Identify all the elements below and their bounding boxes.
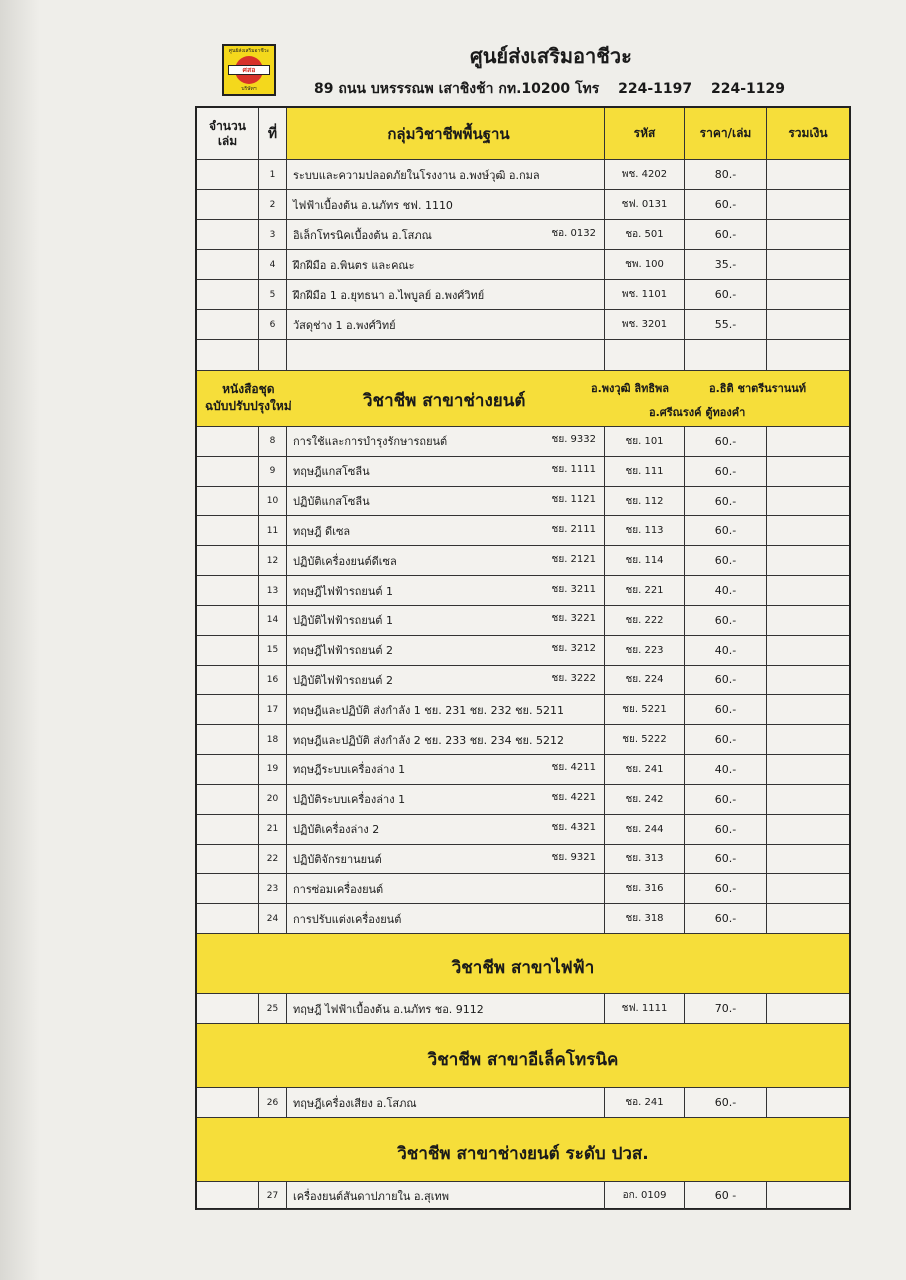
row-number: 24 (259, 904, 287, 933)
auto-label-line1: หนังสือชุด (222, 382, 275, 396)
organization-name: ศูนย์ส่งเสริมอาชีวะ (470, 44, 632, 68)
book-price: 60.- (685, 487, 767, 516)
book-price: 60.- (685, 874, 767, 903)
book-title-cell (287, 725, 605, 754)
book-code: ชย. 316 (605, 874, 685, 903)
book-title-cell (287, 904, 605, 933)
total-cell[interactable] (767, 874, 849, 903)
book-code: ชพ. 100 (605, 250, 685, 279)
total-cell[interactable] (767, 457, 849, 486)
row-number: 4 (259, 250, 287, 279)
book-title: ทฤษฎีไฟฟ้ารถยนต์ 2 (293, 644, 394, 658)
book-title-cell (287, 845, 605, 874)
total-cell[interactable] (767, 666, 849, 695)
qty-cell[interactable] (197, 250, 259, 279)
table-row (197, 250, 849, 280)
book-title: การซ่อมเครื่องยนต์ (293, 882, 384, 896)
qty-cell[interactable] (197, 516, 259, 545)
table-row (197, 160, 849, 190)
table-row (197, 220, 849, 250)
qty-cell[interactable] (197, 457, 259, 486)
total-cell[interactable] (767, 487, 849, 516)
book-code: ชย. 244 (605, 815, 685, 844)
total-cell[interactable] (767, 755, 849, 784)
table-row (197, 845, 849, 875)
book-price: 60.- (685, 904, 767, 933)
section-band-auto (197, 371, 849, 427)
course-code: ชอ. 0132 (551, 227, 596, 239)
course-code: ชย. 3211 (551, 583, 596, 595)
book-title: ทฤษฎีและปฏิบัติ ส่งกำลัง 2 ชย. 233 ชย. 234 ชย. 5212 (293, 733, 564, 747)
book-title: ฝึกฝีมือ 1 อ.ยุทธนา อ.ไพบูลย์ อ.พงศ์วิทย์ (293, 288, 485, 302)
page-edge (0, 0, 40, 1280)
row-number: 9 (259, 457, 287, 486)
table-row (197, 190, 849, 220)
total-cell[interactable] (767, 340, 849, 370)
table-row (197, 904, 849, 934)
book-price: 60.- (685, 220, 767, 249)
row-number-empty (259, 340, 287, 370)
total-cell[interactable] (767, 220, 849, 249)
total-cell[interactable] (767, 695, 849, 724)
logo-bottom-text: บริษัทฯ (241, 86, 257, 92)
row-number: 11 (259, 516, 287, 545)
course-code: ชย. 3221 (551, 613, 596, 625)
address-text: 89 ถนน บหรรรณพ เสาชิงช้า กท.10200 โทร (314, 81, 600, 97)
book-code: ชย. 318 (605, 904, 685, 933)
row-number: 15 (259, 636, 287, 665)
row-number: 26 (259, 1088, 287, 1117)
table-row (197, 785, 849, 815)
book-title-cell (287, 457, 605, 486)
empty-row (197, 340, 849, 371)
book-title: ไฟฟ้าเบื้องต้น อ.นภัทร ชฟ. 1110 (293, 198, 453, 212)
qty-cell[interactable] (197, 785, 259, 814)
qty-cell[interactable] (197, 546, 259, 575)
section-band-electric (197, 934, 849, 994)
book-price: 60 - (685, 1182, 767, 1209)
book-price: 60.- (685, 666, 767, 695)
row-number: 23 (259, 874, 287, 903)
qty-cell[interactable] (197, 695, 259, 724)
book-title: การปรับแต่งเครื่องยนต์ (293, 912, 402, 926)
total-cell[interactable] (767, 785, 849, 814)
book-code: ชย. 113 (605, 516, 685, 545)
course-code: ชย. 4321 (551, 822, 596, 834)
row-number: 18 (259, 725, 287, 754)
book-price: 55.- (685, 310, 767, 339)
total-cell[interactable] (767, 636, 849, 665)
book-title-cell (287, 1182, 605, 1209)
table-row (197, 457, 849, 487)
qty-cell[interactable] (197, 606, 259, 635)
section-band-electronic (197, 1024, 849, 1088)
book-code: ชย. 222 (605, 606, 685, 635)
book-title: ทฤษฎี ไฟฟ้าเบื้องต้น อ.นภัทร ชอ. 9112 (293, 1002, 484, 1016)
total-cell[interactable] (767, 1182, 849, 1209)
course-code: ชย. 9321 (551, 851, 596, 863)
qty-cell[interactable] (197, 1182, 259, 1209)
col-price-header: ราคา/เล่ม (685, 108, 767, 159)
book-title-cell (287, 310, 605, 339)
book-price: 60.- (685, 845, 767, 874)
book-price: 60.- (685, 427, 767, 456)
book-price: 40.- (685, 755, 767, 784)
book-title: ปฏิบัติระบบเครื่องล่าง 1 (293, 793, 406, 807)
book-price: 60.- (685, 725, 767, 754)
course-code: ชย. 4211 (551, 762, 596, 774)
total-cell[interactable] (767, 190, 849, 219)
total-cell[interactable] (767, 576, 849, 605)
book-code: ชฟ. 1111 (605, 994, 685, 1023)
book-price: 35.- (685, 250, 767, 279)
auto-edition-label (205, 381, 292, 415)
table-row (197, 666, 849, 696)
total-cell[interactable] (767, 546, 849, 575)
book-title-cell (287, 994, 605, 1023)
book-title: อิเล็กโทรนิคเบื้องต้น อ.โสภณ (293, 228, 432, 242)
book-title-cell (287, 576, 605, 605)
book-code: ชย. 101 (605, 427, 685, 456)
table-header-row (197, 108, 849, 160)
qty-cell[interactable] (197, 310, 259, 339)
book-code: ชย. 223 (605, 636, 685, 665)
qty-cell[interactable] (197, 576, 259, 605)
total-cell[interactable] (767, 994, 849, 1023)
course-code: ชย. 2111 (551, 523, 596, 535)
total-cell[interactable] (767, 725, 849, 754)
book-title-cell (287, 546, 605, 575)
book-price: 60.- (685, 815, 767, 844)
qty-cell[interactable] (197, 1088, 259, 1117)
book-code: ชย. 114 (605, 546, 685, 575)
row-number: 1 (259, 160, 287, 189)
row-number: 10 (259, 487, 287, 516)
book-price: 60.- (685, 785, 767, 814)
total-cell[interactable] (767, 904, 849, 933)
total-cell[interactable] (767, 250, 849, 279)
book-price: 80.- (685, 160, 767, 189)
auto-label-line2: ฉบับปรับปรุงใหม่ (205, 399, 292, 413)
book-code: ชย. 221 (605, 576, 685, 605)
row-number: 3 (259, 220, 287, 249)
row-number: 19 (259, 755, 287, 784)
total-cell[interactable] (767, 427, 849, 456)
row-number: 14 (259, 606, 287, 635)
book-code: ชย. 313 (605, 845, 685, 874)
total-cell[interactable] (767, 160, 849, 189)
qty-cell[interactable] (197, 340, 259, 370)
book-code: ชย. 112 (605, 487, 685, 516)
book-price: 60.- (685, 546, 767, 575)
book-title: ทฤษฎี ดีเซล (293, 524, 351, 538)
table-row (197, 516, 849, 546)
row-number: 13 (259, 576, 287, 605)
book-title: ทฤษฎีแกสโซลีน (293, 465, 370, 479)
organization-logo (222, 44, 276, 96)
book-code: ชย. 224 (605, 666, 685, 695)
book-title: ระบบและความปลอดภัยในโรงงาน อ.พงษ์วุฒิ อ.กมล (293, 168, 540, 182)
book-code-empty (605, 340, 685, 370)
book-title-cell (287, 636, 605, 665)
book-price-empty (685, 340, 767, 370)
book-title: ปฏิบัติไฟฟ้ารถยนต์ 1 (293, 614, 393, 628)
book-price: 40.- (685, 576, 767, 605)
qty-cell[interactable] (197, 725, 259, 754)
book-price: 60.- (685, 457, 767, 486)
col-code-header: รหัส (605, 108, 685, 159)
qty-cell[interactable] (197, 666, 259, 695)
row-number: 2 (259, 190, 287, 219)
row-number: 21 (259, 815, 287, 844)
book-title-cell (287, 666, 605, 695)
book-code: ชฟ. 0131 (605, 190, 685, 219)
phone-2: 224-1129 (711, 81, 785, 97)
book-code: ชอ. 501 (605, 220, 685, 249)
row-number: 16 (259, 666, 287, 695)
course-code: ชย. 2121 (551, 553, 596, 565)
table-row (197, 427, 849, 457)
book-title: ปฏิบัติเครื่องล่าง 2 (293, 823, 380, 837)
total-cell[interactable] (767, 815, 849, 844)
total-cell[interactable] (767, 606, 849, 635)
total-cell[interactable] (767, 1088, 849, 1117)
course-code: ชย. 3212 (551, 643, 596, 655)
table-row (197, 994, 849, 1024)
book-title-cell (287, 190, 605, 219)
course-code: ชย. 9332 (551, 434, 596, 446)
row-number: 22 (259, 845, 287, 874)
qty-cell[interactable] (197, 904, 259, 933)
book-code: ชย. 111 (605, 457, 685, 486)
row-number: 5 (259, 280, 287, 309)
qty-cell[interactable] (197, 160, 259, 189)
book-title: ปฏิบัติไฟฟ้ารถยนต์ 2 (293, 673, 393, 687)
row-number: 17 (259, 695, 287, 724)
book-code: ชย. 242 (605, 785, 685, 814)
book-price: 60.- (685, 1088, 767, 1117)
book-title: ทฤษฎีไฟฟ้ารถยนต์ 1 (293, 584, 394, 598)
qty-cell[interactable] (197, 636, 259, 665)
col-no-header: ที่ (259, 108, 287, 159)
table-row (197, 1088, 849, 1118)
book-title: ปฏิบัติจักรยานยนต์ (293, 852, 382, 866)
row-number: 20 (259, 785, 287, 814)
table-row (197, 815, 849, 845)
price-list-table (195, 106, 851, 1210)
book-title-cell (287, 606, 605, 635)
row-number: 6 (259, 310, 287, 339)
electric-section-title: วิชาชีพ สาขาไฟฟ้า (451, 958, 595, 978)
book-title-cell (287, 427, 605, 456)
book-code: ชย. 241 (605, 755, 685, 784)
col-total-header: รวมเงิน (767, 108, 849, 159)
book-title-cell (287, 160, 605, 189)
qty-cell[interactable] (197, 815, 259, 844)
book-code: ชย. 5222 (605, 725, 685, 754)
qty-cell[interactable] (197, 845, 259, 874)
group-title-basic: กลุ่มวิชาชีพพื้นฐาน (287, 108, 605, 159)
auto-teacher-2: อ.ธิติ ชาตรีนรานนท์ (709, 382, 807, 395)
organization-address (314, 78, 799, 100)
book-title: ทฤษฎีเครื่องเสียง อ.โสภณ (293, 1096, 417, 1110)
row-number: 12 (259, 546, 287, 575)
auto-teacher-3: อ.ศรีณรงค์ ตู้ทองคำ (649, 406, 746, 419)
book-code: อก. 0109 (605, 1182, 685, 1209)
book-code: พช. 3201 (605, 310, 685, 339)
table-row (197, 874, 849, 904)
qty-cell[interactable] (197, 220, 259, 249)
book-title-cell (287, 516, 605, 545)
total-cell[interactable] (767, 845, 849, 874)
course-code: ชย. 3222 (551, 672, 596, 684)
section-band-pvs (197, 1118, 849, 1182)
course-code: ชย. 1121 (551, 494, 596, 506)
book-title-cell (287, 874, 605, 903)
book-title: ปฏิบัติแกสโซลีน (293, 495, 370, 509)
book-price: 40.- (685, 636, 767, 665)
book-title: เครื่องยนต์สันดาปภายใน อ.สุเทพ (293, 1189, 449, 1203)
book-title-cell (287, 815, 605, 844)
col-qty-header: จำนวนเล่ม (197, 108, 259, 159)
course-code: ชย. 4221 (551, 792, 596, 804)
book-title: ทฤษฎีและปฏิบัติ ส่งกำลัง 1 ชย. 231 ชย. 232 ชย. 5211 (293, 703, 564, 717)
book-title: ปฏิบัติเครื่องยนต์ดีเซล (293, 554, 397, 568)
qty-cell[interactable] (197, 190, 259, 219)
qty-cell[interactable] (197, 427, 259, 456)
book-title-cell (287, 755, 605, 784)
row-number: 27 (259, 1182, 287, 1209)
table-row (197, 725, 849, 755)
book-code: ชย. 5221 (605, 695, 685, 724)
auto-teacher-1: อ.พงวุฒิ ลิทธิพล (591, 382, 670, 395)
electronic-section-title: วิชาชีพ สาขาอีเล็คโทรนิค (427, 1050, 619, 1070)
total-cell[interactable] (767, 280, 849, 309)
table-row (197, 606, 849, 636)
qty-cell[interactable] (197, 487, 259, 516)
book-title-cell (287, 487, 605, 516)
book-price: 60.- (685, 516, 767, 545)
book-title-cell (287, 280, 605, 309)
row-number: 25 (259, 994, 287, 1023)
table-row (197, 576, 849, 606)
total-cell[interactable] (767, 310, 849, 339)
book-price: 60.- (685, 190, 767, 219)
qty-cell[interactable] (197, 280, 259, 309)
table-row (197, 695, 849, 725)
book-title-cell (287, 1088, 605, 1117)
pvs-section-title: วิชาชีพ สาขาช่างยนต์ ระดับ ปวส. (397, 1144, 649, 1164)
course-code: ชย. 1111 (551, 464, 596, 476)
book-code: พช. 4202 (605, 160, 685, 189)
book-title: ทฤษฎีระบบเครื่องล่าง 1 (293, 763, 406, 777)
book-title: การใช้และการบำรุงรักษารถยนต์ (293, 435, 448, 449)
logo-text: ศสอ (228, 65, 270, 75)
table-row (197, 546, 849, 576)
phone-1: 224-1197 (618, 81, 693, 97)
qty-cell[interactable] (197, 994, 259, 1023)
total-cell[interactable] (767, 516, 849, 545)
table-row (197, 487, 849, 517)
book-code: ชอ. 241 (605, 1088, 685, 1117)
book-title-cell (287, 695, 605, 724)
book-price: 60.- (685, 280, 767, 309)
book-code: พช. 1101 (605, 280, 685, 309)
book-title: ฝึกฝีมือ อ.พินตร และคณะ (293, 258, 415, 272)
book-price: 70.- (685, 994, 767, 1023)
book-title-cell (287, 250, 605, 279)
book-price: 60.- (685, 606, 767, 635)
book-price: 60.- (685, 695, 767, 724)
book-title-empty (287, 340, 605, 370)
book-title-cell (287, 785, 605, 814)
table-row (197, 310, 849, 340)
book-title: วัสดุช่าง 1 อ.พงศ์วิทย์ (293, 318, 396, 332)
qty-cell[interactable] (197, 755, 259, 784)
row-number: 8 (259, 427, 287, 456)
book-title-cell (287, 220, 605, 249)
table-row (197, 755, 849, 785)
table-row (197, 636, 849, 666)
qty-cell[interactable] (197, 874, 259, 903)
table-row (197, 280, 849, 310)
table-row (197, 1182, 849, 1210)
auto-section-title: วิชาชีพ สาขาช่างยนต์ (363, 391, 526, 411)
logo-top-text: ศูนย์ส่งเสริมอาชีวะ (228, 48, 270, 54)
